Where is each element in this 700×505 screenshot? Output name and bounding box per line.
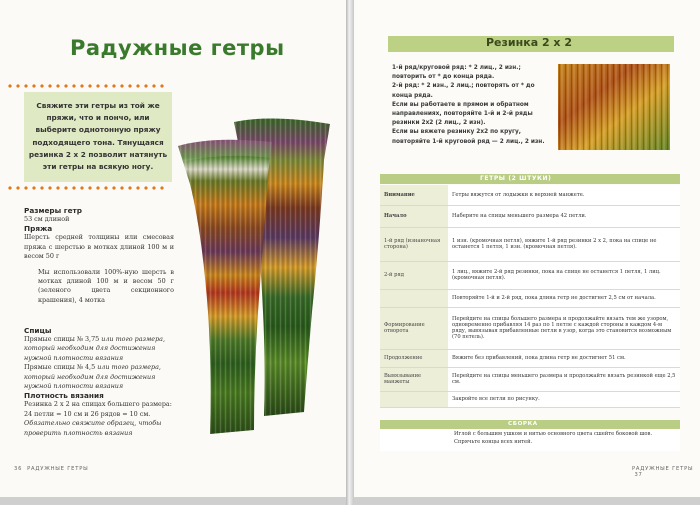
row-label: Внимание <box>380 185 448 205</box>
row-label: 1-й ряд (изнаночная сторона) <box>380 227 448 261</box>
needles-1-note: или того размера, который необходим для достижения нужной плотности вязания <box>24 335 165 362</box>
rib-instructions <box>392 64 548 147</box>
needles-heading: Спицы <box>24 326 52 335</box>
gauge-heading: Плотность вязания <box>24 391 104 401</box>
left-page-number: 36 <box>14 466 23 472</box>
book-gutter <box>346 0 354 505</box>
right-running-head: РАДУЖНЫЕ ГЕТРЫ <box>632 466 694 472</box>
gauge-note: Обязательно свяжите образец, чтобы проверить плотность вязания <box>24 419 162 437</box>
table-row <box>380 289 680 307</box>
needles-2-note: или того размера, который необходим для достижения нужной плотности вязания <box>24 363 161 391</box>
table-heading: ГЕТРЫ (2 ШТУКИ) <box>480 175 552 182</box>
materials-block <box>24 206 174 305</box>
table-row <box>380 227 680 261</box>
row-text: 1 изн. (кромочная петля), вяжите 1-й ряд резинки 2 x 2, пока на спице не останется 1 петля, 1 изн. (кромочная петля). <box>448 227 680 261</box>
rib-row-1: 1-й ряд/круговой ряд: * 2 лиц., 2 изн.; повторить от * до конца ряда. <box>392 65 521 81</box>
sizes-heading: Размеры гетр <box>24 206 83 215</box>
row-text: Гетры вяжутся от лодыжки к верхней манжете. <box>448 185 680 205</box>
row-label: Начало <box>380 205 448 227</box>
row-text: Наберите на спицы меньшего размера 42 петли. <box>448 205 680 227</box>
table-row <box>380 391 680 407</box>
table-row <box>380 367 680 391</box>
instructions-table <box>380 185 680 408</box>
dotted-divider-top <box>6 84 164 88</box>
rib-heading: Резинка 2 x 2 <box>486 36 573 49</box>
row-label: 2-й ряд <box>380 261 448 289</box>
needles-1: Прямые спицы № 3,75 <box>24 335 100 343</box>
rib-flat-note: Если вы работаете в прямом и обратном направлениях, повторяйте 1-й и 2-й ряды резинки 2x2 (2 лиц., 2 изн). <box>392 101 533 127</box>
table-row <box>380 261 680 289</box>
leg-warmers-photo <box>172 112 342 452</box>
row-label: Вывязывание манжеты <box>380 367 448 391</box>
row-text: Вяжите без прибавлений, пока длина гетр не достигнет 51 см. <box>448 349 680 367</box>
assembly-text: Иглой с большим ушком и нитью основного цвета сшейте боковой шов. Спрячьте концы всех нитей. <box>454 431 653 445</box>
yarn-text: Шерсть средней толщины или смесовая пряжа с шерстью в мотках длиной 100 м и весом 50 г <box>24 233 174 261</box>
rib-row-2: 2-й ряд: * 2 изн., 2 лиц.; повторять от * до конца ряда. <box>392 83 535 99</box>
yarn-heading: Пряжа <box>24 224 53 234</box>
rib-swatch-photo <box>558 64 670 150</box>
yarn-used-text: Мы использовали 100%-ную шерсть в мотках длиной 100 м и весом 50 г (зеленого цвета секционного крашения), 4 мотка <box>38 267 174 304</box>
rib-round-note: Если вы вяжете резинку 2x2 по кругу, повторяйте 1-й круговой ряд — 2 лиц., 2 изн. <box>392 129 545 145</box>
table-row <box>380 349 680 367</box>
page-title: Радужные гетры <box>70 36 285 60</box>
table-row <box>380 205 680 227</box>
dotted-divider-bottom <box>6 186 164 190</box>
row-label: Продолжение <box>380 349 448 367</box>
row-label <box>380 289 448 307</box>
row-label <box>380 391 448 407</box>
sizes-text: 53 см длиной <box>24 215 70 223</box>
left-running-head: РАДУЖНЫЕ ГЕТРЫ <box>27 466 89 472</box>
needles-block <box>24 326 174 438</box>
right-page-number: 37 <box>634 472 643 478</box>
gauge-text: Резинка 2 x 2 на спицах большего размера: 24 петли = 10 см и 26 рядов = 10 см. <box>24 400 172 418</box>
row-text: Закройте все петли по рисунку. <box>448 391 680 407</box>
row-text: 1 лиц., вяжите 2-й ряд резинки, пока на спице не останется 1 петля, 1 лиц. (кромочная петля). <box>448 261 680 289</box>
row-text: Повторяйте 1-й и 2-й ряд, пока длина гетр не достигнет 2,5 см от начала. <box>448 289 680 307</box>
row-label: Формирование отворота <box>380 307 448 349</box>
assembly-heading: СБОРКА <box>508 421 538 427</box>
row-text: Перейдите на спицы меньшего размера и продолжайте вязать резинкой еще 2,5 см. <box>448 367 680 391</box>
needles-2: Прямые спицы № 4,5 <box>24 363 96 372</box>
row-text: Перейдите на спицы большего размера и продолжайте вязать тем же узором, одновременно прибавляя 14 раз по 1 петле с каждой стороны в каждом 4-м ряду, вывязывая прибавленные петли в узор, когда это становится возможным (70 петель). <box>448 307 680 349</box>
table-row <box>380 185 680 205</box>
table-row <box>380 307 680 349</box>
intro-text: Свяжите эти гетры из той же пряжи, что и пончо, или выберите однотонную пряжу подходящего тона. Тянущаяся резинка 2 x 2 позволит натянуть эти гетры на всякую ногу. <box>28 101 168 172</box>
